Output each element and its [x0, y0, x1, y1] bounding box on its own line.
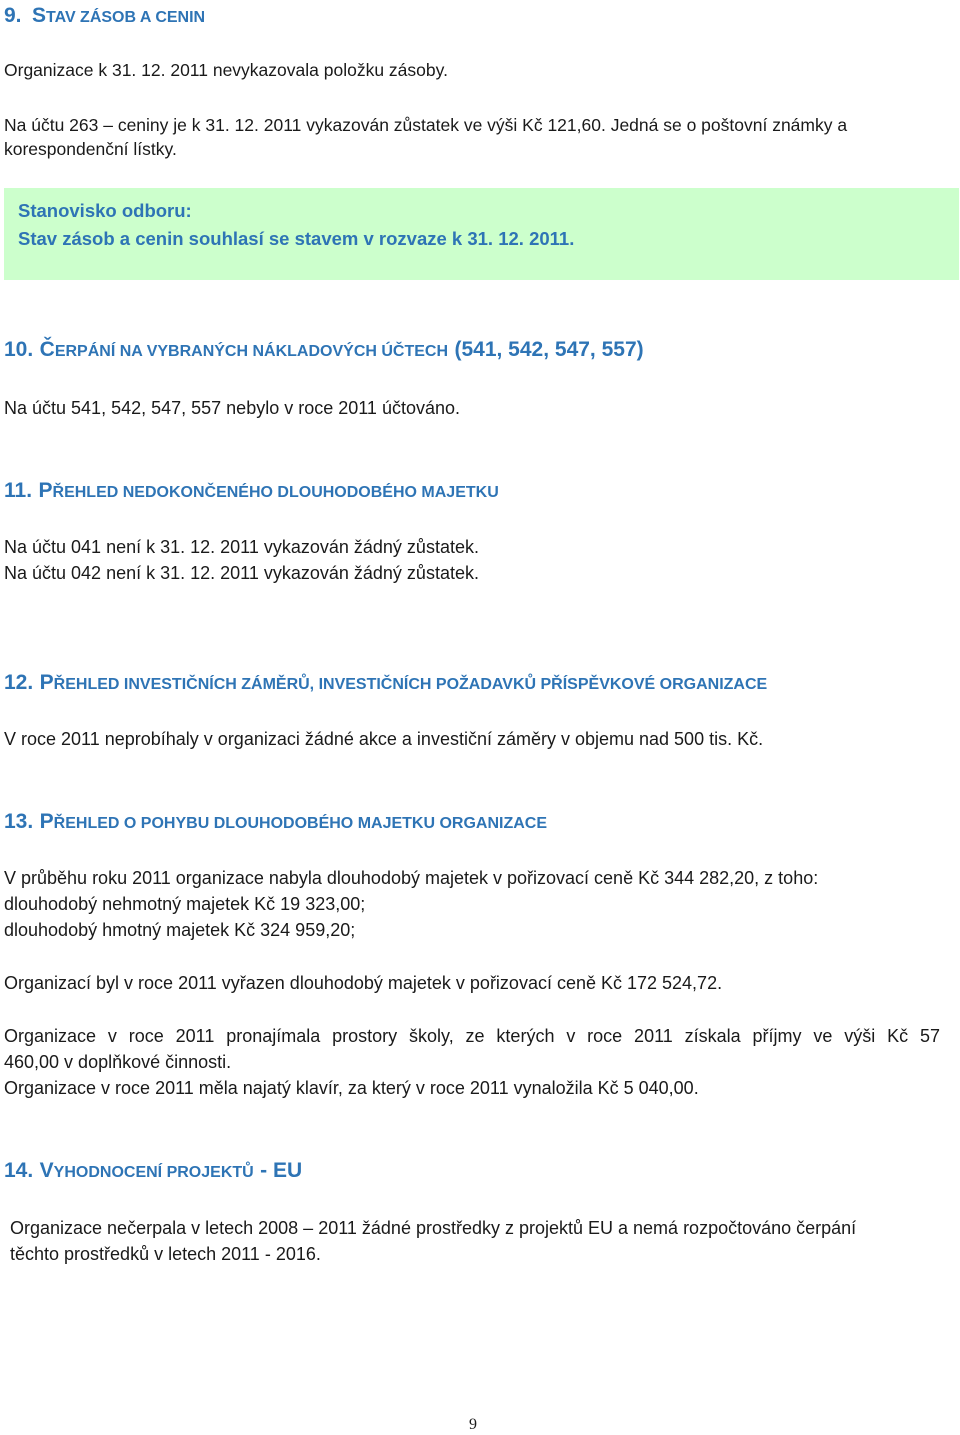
- paragraph: dlouhodobý hmotný majetek Kč 324 959,20;: [4, 920, 356, 940]
- heading-number: 9.: [4, 4, 22, 27]
- heading-initial: V: [39, 1159, 54, 1182]
- heading-title: ŘEHLED NEDOKONČENÉHO DLOUHODOBÉHO MAJETKU: [52, 484, 499, 501]
- statement-heading: Stanovisko odboru:: [18, 200, 192, 221]
- paragraph: Organizací byl v roce 2011 vyřazen dlouhodobý majetek v pořizovací ceně Kč 172 524,72.: [4, 973, 723, 993]
- heading-initial: P: [39, 810, 54, 833]
- heading-title: ŘEHLED O POHYBU DLOUHODOBÉHO MAJETKU ORGANIZACE: [53, 815, 548, 832]
- heading-section-13: [4, 810, 547, 834]
- paragraph: Na účtu 041 není k 31. 12. 2011 vykazován žádný zůstatek.: [4, 537, 479, 557]
- page-number: 9: [469, 1416, 477, 1433]
- heading-section-10: [4, 338, 644, 362]
- paragraph: Organizace k 31. 12. 2011 nevykazovala položku zásoby.: [4, 60, 448, 80]
- heading-number: 10.: [4, 338, 34, 361]
- heading-initial: P: [38, 479, 53, 502]
- heading-initial: S: [31, 4, 46, 27]
- heading-initial: P: [39, 671, 54, 694]
- statement-box: [4, 188, 959, 280]
- heading-section-9: [4, 4, 205, 28]
- paragraph: Organizace v roce 2011 měla najatý klavír, za který v roce 2011 vynaložila Kč 5 040,00.: [4, 1078, 699, 1098]
- paragraph: Na účtu 042 není k 31. 12. 2011 vykazován žádný zůstatek.: [4, 563, 479, 583]
- statement-text: Stav zásob a cenin souhlasí se stavem v rozvaze k 31. 12. 2011.: [18, 228, 575, 249]
- heading-title: TAV ZÁSOB A CENIN: [45, 9, 206, 26]
- paragraph: V průběhu roku 2011 organizace nabyla dlouhodobý majetek v pořizovací ceně Kč 344 282,20, z toho:: [4, 868, 819, 888]
- paragraph: korespondenční lístky.: [4, 139, 177, 159]
- heading-initial: Č: [39, 338, 55, 361]
- heading-number: 14.: [4, 1159, 34, 1182]
- heading-number: 12.: [4, 671, 34, 694]
- heading-section-11: [4, 479, 499, 503]
- paragraph: Na účtu 263 – ceniny je k 31. 12. 2011 vykazován zůstatek ve výši Kč 121,60. Jedná se o poštovní známky a: [4, 115, 848, 135]
- heading-title: ERPÁNÍ NA VYBRANÝCH NÁKLADOVÝCH ÚČTECH: [54, 343, 449, 360]
- heading-number: 13.: [4, 810, 34, 833]
- paragraph: dlouhodobý nehmotný majetek Kč 19 323,00;: [4, 894, 366, 914]
- paragraph: Organizace v roce 2011 pronajímala prostory školy, ze kterých v roce 2011 získala příjmy ve výši Kč 57: [4, 1026, 940, 1046]
- heading-section-12: [4, 671, 767, 695]
- heading-tail: (541, 542, 547, 557): [454, 338, 644, 361]
- heading-title: YHODNOCENÍ PROJEKTŮ: [53, 1164, 254, 1181]
- paragraph: 460,00 v doplňkové činnosti.: [4, 1052, 232, 1072]
- paragraph: Organizace nečerpala v letech 2008 – 2011 žádné prostředky z projektů EU a nemá rozpočtováno čerpání: [10, 1218, 857, 1238]
- heading-section-14: [4, 1159, 302, 1183]
- paragraph: V roce 2011 neprobíhaly v organizaci žádné akce a investiční záměry v objemu nad 500 tis. Kč.: [4, 729, 764, 749]
- heading-number: 11.: [4, 479, 33, 502]
- paragraph: těchto prostředků v letech 2011 - 2016.: [10, 1244, 321, 1264]
- paragraph: Na účtu 541, 542, 547, 557 nebylo v roce 2011 účtováno.: [4, 398, 460, 418]
- heading-tail: - EU: [260, 1159, 303, 1182]
- heading-title: ŘEHLED INVESTIČNÍCH ZÁMĚRŮ, INVESTIČNÍCH POŽADAVKŮ PŘÍSPĚVKOVÉ ORGANIZACE: [53, 676, 768, 693]
